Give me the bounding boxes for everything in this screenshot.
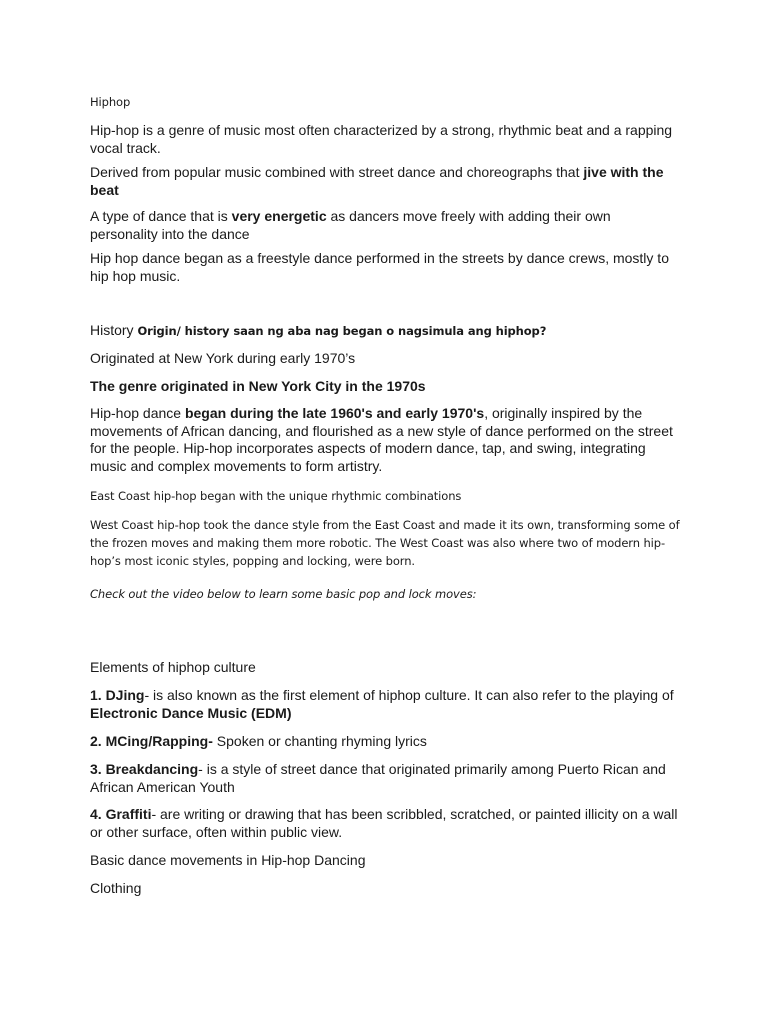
element-item-breakdancing: 3. Breakdancing- is a style of street dance that originated primarily among Puerto Rican and African American Youth <box>90 761 666 795</box>
hiphop-dance-paragraph: Hip-hop dance began during the late 1960's and early 1970's, originally inspired by the movements of African dancing, and flourished as a new style of dance performed on the street for the people. Hip-hop incorporates aspects of modern dance, tap, and swing, integrating music and complex movements to form artistry. <box>90 405 673 474</box>
doc-heading: Hiphop <box>90 95 131 109</box>
intro-paragraph-1: Hip-hop is a genre of music most often characterized by a strong, rhythmic beat and a rapping vocal track. <box>90 122 673 156</box>
west-coast-paragraph: West Coast hip-hop took the dance style from the East Coast and made it its own, transforming some of the frozen moves and making them more robotic. The West Coast was also where two of modern hip-hop’s most iconic styles, popping and locking, were born. <box>90 518 680 568</box>
history-heading: History Origin/ history saan ng aba nag began o nagsimula ang hiphop? <box>90 322 547 338</box>
intro-paragraph-4: Hip hop dance began as a freestyle dance performed in the streets by dance crews, mostly to hip hop music. <box>90 250 669 284</box>
video-note: Check out the video below to learn some basic pop and lock moves: <box>90 587 477 601</box>
element-item-graffiti: 4. Graffiti- are writing or drawing that has been scribbled, scratched, or painted illicity on a wall or other surface, often within public view. <box>90 806 678 840</box>
intro-paragraph-2: Derived from popular music combined with street dance and choreographs that jive with the beat <box>90 164 664 198</box>
basic-moves-heading: Basic dance movements in Hip-hop Dancing <box>90 852 366 868</box>
intro-paragraph-3: A type of dance that is very energetic as dancers move freely with adding their own personality into the dance <box>90 208 611 242</box>
element-item-djing: 1. DJing- is also known as the first element of hiphop culture. It can also refer to the playing of Electronic Dance Music (EDM) <box>90 687 674 721</box>
origin-line: Originated at New York during early 1970’s <box>90 350 356 366</box>
east-coast-paragraph: East Coast hip-hop began with the unique rhythmic combinations <box>90 489 462 503</box>
genre-origin-line: The genre originated in New York City in the 1970s <box>90 378 426 394</box>
elements-title: Elements of hiphop culture <box>90 659 256 675</box>
clothing-heading: Clothing <box>90 880 142 896</box>
element-item-mcing: 2. MCing/Rapping- Spoken or chanting rhyming lyrics <box>90 733 427 749</box>
